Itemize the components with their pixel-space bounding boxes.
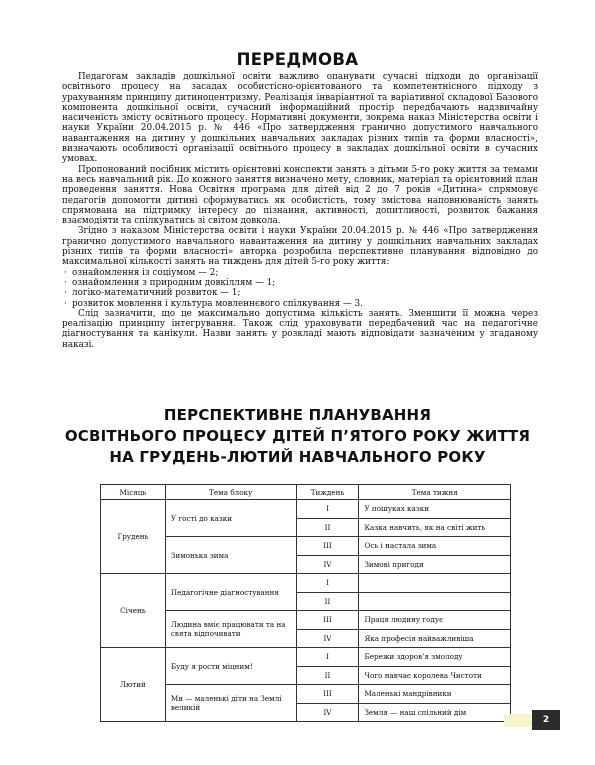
week-topic-cell <box>359 574 511 593</box>
block-topic-cell: Людина вміє працювати та на свята відпочивати <box>165 611 296 648</box>
week-cell: III <box>296 685 359 704</box>
week-topic-cell: Казка навчить, як на світі жить <box>359 518 511 537</box>
week-topic-cell: Земля — наш спільний дім <box>359 703 511 722</box>
week-cell: III <box>296 611 359 630</box>
week-cell: I <box>296 648 359 667</box>
week-topic-cell: Праця людину годує <box>359 611 511 630</box>
list-item: · розвиток мовлення і культура мовленнєвого спілкування — 3. <box>62 299 538 309</box>
week-topic-cell <box>359 592 511 611</box>
block-topic-cell: Буду я рости міцним! <box>165 648 296 685</box>
week-topic-cell: Ось і настала зима <box>359 537 511 556</box>
list-item: · ознайомлення з природним довкіллям — 1; <box>62 278 538 288</box>
week-topic-cell: Зимові пригоди <box>359 555 511 574</box>
planning-title <box>0 405 595 468</box>
week-cell: II <box>296 666 359 685</box>
column-header-week-topic: Тема тижня <box>359 485 511 500</box>
list-item: · логіко-математичний розвиток — 1; <box>62 288 538 298</box>
week-cell: II <box>296 592 359 611</box>
week-cell: IV <box>296 555 359 574</box>
week-cell: II <box>296 518 359 537</box>
planning-title-line: НА ГРУДЕНЬ-ЛЮТИЙ НАВЧАЛЬНОГО РОКУ <box>109 448 486 466</box>
planning-title-line: ПЕРСПЕКТИВНЕ ПЛАНУВАННЯ <box>163 406 432 424</box>
column-header-week: Тиждень <box>296 485 359 500</box>
table-row <box>101 648 511 667</box>
week-cell: I <box>296 500 359 519</box>
week-cell: IV <box>296 703 359 722</box>
column-header-month: Місяць <box>101 485 166 500</box>
preface-paragraph: Пропонований посібник містить орієнтовні конспекти занять з дітьми 5-го року життя за темами на весь навчальний рік. До кожного заняття визначено мету, словник, матеріал та орієнтовний план проведення заняття. Нова Освітня програма для дітей від 2 до 7 років «Дитина» спрямовує педагогів допомогти дитині сформуватись як особистість, тому змістова наповнюваність занять спрямована на підтримку інтересу до пізнання, активності, допитливості, розвиток бажання взаємодіяти та спілкуватись зі світом довкола. <box>62 164 538 227</box>
preface-paragraph: Слід зазначити, що це максимально допустима кількість занять. Зменшити її можна через реалізацію принципу інтегрування. Також слід ураховувати передбачений час на педагогічне діагностування та канікули. Назви занять у розкладі мають відповідати зазначеним у згаданому наказі. <box>62 308 538 350</box>
table-row <box>101 500 511 519</box>
planning-table <box>100 484 511 722</box>
preface-paragraph: Згідно з наказом Міністерства освіти і науки України 20.04.2015 р. № 446 «Про затвердження гранично допустимого навчального навантаження на дитину у дошкільних навчальних закладах різних типів та форми власності» авторка розробила перспективне планування відповідно до максимальної кількості занять на тиждень для дітей 5-го року життя: <box>62 226 538 268</box>
block-topic-cell: Зимонька зима <box>165 537 296 574</box>
month-cell: Грудень <box>101 500 166 574</box>
week-topic-cell: Маленькі мандрівники <box>359 685 511 704</box>
page-number: 2 <box>542 715 550 725</box>
week-cell: III <box>296 537 359 556</box>
week-topic-cell: Бережи здоров’я змолоду <box>359 648 511 667</box>
week-topic-cell: Яка професія найважливіша <box>359 629 511 648</box>
table-row <box>101 574 511 593</box>
week-cell: I <box>296 574 359 593</box>
week-topic-cell: У пошуках казки <box>359 500 511 519</box>
week-topic-cell: Чого навчає королева Чистоти <box>359 666 511 685</box>
lesson-count-list <box>62 268 538 309</box>
list-item: · ознайомлення із соціумом — 2; <box>62 268 538 278</box>
preface-body <box>62 72 538 350</box>
month-cell: Січень <box>101 574 166 648</box>
week-cell: IV <box>296 629 359 648</box>
column-header-block-topic: Тема блоку <box>165 485 296 500</box>
page-number-accent <box>504 714 532 727</box>
preface-paragraph: Педагогам закладів дошкільної освіти важливо опанувати сучасні підходи до організації освітнього процесу на засадах особистісно-орієнтованого та компетентнісного підходу з урахуванням принципу дитиноцентризму. Реалізація інваріантної та варіативної складової Базового компонента дошкільної освіти, сучасний інформаційний простір передбачають надзвичайну насиченість змісту освітнього процесу. Нормативні документи, зокрема наказ Міністерства освіти і науки України 20.04.2015 р. № 446 «Про затвердження гранично допустимого навчального навантаження на дитину у дошкільних навчальних закладах різних типів та форми власності», визначають особливості організації освітнього процесу в закладах дошкільної освіти в сучасних умовах. <box>62 72 538 165</box>
preface-title: ПЕРЕДМОВА <box>236 50 359 69</box>
block-topic-cell: У гості до казки <box>165 500 296 537</box>
block-topic-cell: Педагогічне діагностування <box>165 574 296 611</box>
block-topic-cell: Ми — маленькі діти на Землі великій <box>165 685 296 722</box>
planning-title-line: ОСВІТНЬОГО ПРОЦЕСУ ДІТЕЙ П’ЯТОГО РОКУ ЖИТТЯ <box>64 427 531 445</box>
month-cell: Лютий <box>101 648 166 722</box>
